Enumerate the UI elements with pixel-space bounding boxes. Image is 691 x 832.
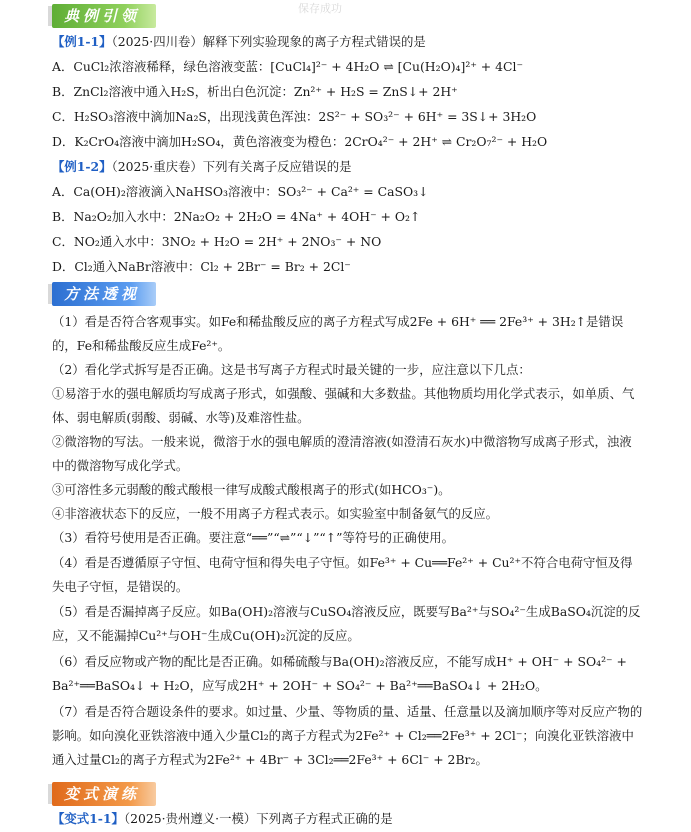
method-point-2-rule-1: ①易溶于水的强电解质均写成离子形式，如强酸、强碱和大多数盐。其他物质均用化学式表示，如单质、气体、弱电解质(弱酸、弱碱、水等)及难溶性盐。 [52,386,635,425]
section-banner-method: 方法透视 [52,282,156,306]
method-point-3: （3）看符号使用是否正确。要注意“══”“⇌”“↓”“↑”等符号的正确使用。 [52,530,454,545]
example-1-2-option-a: A．Ca(OH)₂溶液滴入NaHSO₃溶液中：SO₃²⁻ + Ca²⁺ = CaSO₃↓ [52,184,429,199]
example-1-2-source: （2025·重庆卷）下列有关离子反应错误的是 [111,159,352,174]
example-1-1-tag: 【例1-1】 [52,34,112,49]
example-1-2-tag: 【例1-2】 [52,159,112,174]
method-point-2-rule-4: ④非溶液状态下的反应，一般不用离子方程式表示。如实验室中制备氨气的反应。 [52,506,499,521]
example-1-2-stem [52,158,661,176]
example-1-2-option-d: D．Cl₂通入NaBr溶液中：Cl₂ + 2Br⁻ = Br₂ + 2Cl⁻ [52,259,351,274]
example-1-2-option-c: C．NO₂通入水中：3NO₂ + H₂O = 2H⁺ + 2NO₃⁻ + NO [52,234,382,249]
variant-1-1-stem [52,810,661,828]
method-point-2-rule-3: ③可溶性多元弱酸的酸式酸根一律写成酸式酸根离子的形式(如HCO₃⁻)。 [52,482,451,497]
variant-1-1-tag: 【变式1-1】 [52,811,124,826]
example-1-1-option-c: C．H₂SO₃溶液中滴加Na₂S，出现浅黄色浑浊：2S²⁻ + SO₃²⁻ + 6H⁺ = 3S↓+ 3H₂O [52,109,537,124]
example-1-1-option-a: A．CuCl₂浓溶液稀释，绿色溶液变蓝：[CuCl₄]²⁻ + 4H₂O ⇌ [Cu(H₂O)₄]²⁺ + 4Cl⁻ [52,59,523,74]
method-point-5: （5）看是否漏掉离子反应。如Ba(OH)₂溶液与CuSO₄溶液反应，既要写Ba²⁺与SO₄²⁻生成BaSO₄沉淀的反应，又不能漏掉Cu²⁺与OH⁻生成Cu(OH)₂沉淀的反应。 [52,604,641,643]
method-point-2: （2）看化学式拆写是否正确。这是书写离子方程式时最关键的一步，应注意以下几点： [52,362,531,377]
method-point-6: （6）看反应物或产物的配比是否正确。如稀硫酸与Ba(OH)₂溶液反应，不能写成H⁺ + OH⁻ + SO₄²⁻ + Ba²⁺══BaSO₄↓ + H₂O，应写成2H⁺ + 2OH⁻ + SO₄²⁻ + Ba²⁺══BaSO₄↓ + 2H₂O。 [52,654,627,693]
variant-1-1-source: （2025·贵州遵义·一模）下列离子方程式正确的是 [123,811,393,826]
example-1-1-option-b: B．ZnCl₂溶液中通入H₂S，析出白色沉淀：Zn²⁺ + H₂S = ZnS↓+ 2H⁺ [52,84,458,99]
example-1-1-source: （2025·四川卷）解释下列实验现象的离子方程式错误的是 [111,34,426,49]
example-1-2-option-b: B．Na₂O₂加入水中：2Na₂O₂ + 2H₂O = 4Na⁺ + 4OH⁻ + O₂↑ [52,209,421,224]
header-faint-text: 保存成功 [298,2,342,15]
method-point-1: （1）看是否符合客观事实。如Fe和稀盐酸反应的离子方程式写成2Fe + 6H⁺ ══ 2Fe³⁺ + 3H₂↑是错误的，Fe和稀盐酸反应生成Fe²⁺。 [52,314,624,353]
example-1-1-stem [52,33,661,51]
method-point-2-rule-2: ②微溶物的写法。一般来说，微溶于水的强电解质的澄清溶液(如澄清石灰水)中微溶物写成离子形式，浊液中的微溶物写成化学式。 [52,434,632,473]
method-point-7: （7）看是否符合题设条件的要求。如过量、少量、等物质的量、适量、任意量以及滴加顺序等对反应产物的影响。如向溴化亚铁溶液中通入少量Cl₂的离子方程式为2Fe²⁺ + Cl₂══2Fe³⁺ + 2Cl⁻；向溴化亚铁溶液中通入过量Cl₂的离子方程式为2Fe²⁺ + 4Br⁻ + 3Cl₂══2Fe³⁺ + 6Cl⁻ + 2Br₂。 [52,704,643,767]
example-1-1-option-d: D．K₂CrO₄溶液中滴加H₂SO₄，黄色溶液变为橙色：2CrO₄²⁻ + 2H⁺ ⇌ Cr₂O₇²⁻ + H₂O [52,134,548,149]
section-banner-variant: 变式演练 [52,782,156,806]
method-point-4: （4）看是否遵循原子守恒、电荷守恒和得失电子守恒。如Fe³⁺ + Cu══Fe²⁺ + Cu²⁺不符合电荷守恒及得失电子守恒，是错误的。 [52,555,633,594]
section-banner-examples: 典例引领 [52,4,156,28]
